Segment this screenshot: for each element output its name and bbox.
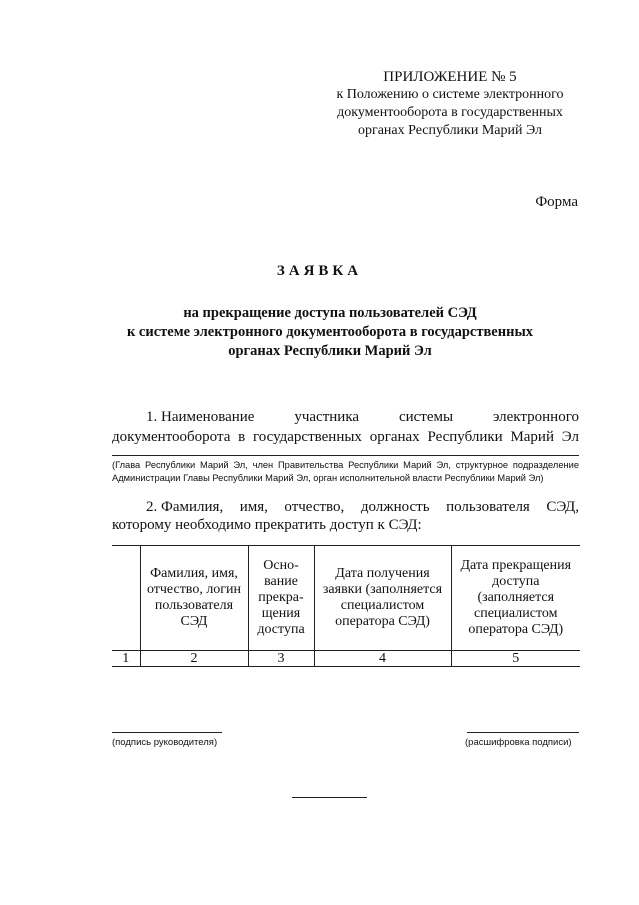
item-1-line: [112, 427, 579, 447]
word: Эл: [561, 429, 579, 445]
appendix-line: органах Республики Марий Эл: [357, 123, 543, 138]
word: системы: [398, 409, 454, 425]
subtitle-line: на прекращение доступа пользователей СЭД: [183, 305, 477, 321]
item-2-users: [112, 498, 579, 534]
word: Республики: [427, 429, 503, 445]
word: государственных: [252, 429, 362, 445]
item-2-line: [112, 498, 579, 516]
item-2-line: которому необходимо прекратить доступ к СЭД:: [112, 517, 422, 533]
document-title: ЗАЯВКА: [276, 263, 363, 279]
table-header-cell: Фамилия, имя, отчество, логин пользователя СЭД: [140, 546, 248, 651]
word: 2. Фамилия,: [146, 499, 224, 515]
word: пользователя: [446, 499, 530, 515]
column-number: 1: [112, 651, 140, 667]
word: участника: [294, 409, 360, 425]
appendix-header: [300, 68, 600, 140]
column-number: 4: [314, 651, 451, 667]
users-table: [112, 545, 580, 667]
table-number-row: [112, 651, 580, 667]
organization-note: (Глава Республики Марий Эл, член Правительства Республики Марий Эл, структурное подразделение Администрации Главы Республики Марий Эл, орган исполнительной власти Республики Марий Эл): [112, 460, 579, 483]
signature-label: (подпись руководителя): [112, 737, 218, 748]
table-header-cell: Осно-вание прекра-щения доступа: [248, 546, 314, 651]
word: имя,: [239, 499, 268, 515]
word: 1. Наименование: [146, 409, 255, 425]
appendix-line: документооборота в государственных: [337, 105, 563, 120]
organization-fill-line[interactable]: [112, 455, 579, 456]
subtitle-line: к системе электронного документооборота в государственных: [126, 324, 534, 340]
table-header-row: [112, 546, 580, 651]
end-divider: [292, 797, 367, 798]
word: должность: [360, 499, 430, 515]
appendix-line: к Положению о системе электронного: [336, 87, 564, 102]
table-header-cell: Дата получения заявки (заполняется специалистом оператора СЭД): [314, 546, 451, 651]
signature-line[interactable]: [112, 732, 222, 733]
word: документооборота: [112, 429, 231, 445]
form-label: Форма: [535, 194, 578, 210]
table-header-cell: [112, 546, 140, 651]
column-number: 2: [140, 651, 248, 667]
appendix-number: ПРИЛОЖЕНИЕ № 5: [383, 69, 517, 85]
item-1-organization: [112, 407, 579, 447]
word: электронного: [493, 409, 579, 425]
word: органах: [369, 429, 420, 445]
document-subtitle: [80, 304, 580, 361]
signature-decoding-label: (расшифровка подписи): [465, 737, 572, 748]
table-header-cell: Дата прекращения доступа (заполняется специалистом оператора СЭД): [451, 546, 580, 651]
word: СЭД,: [546, 499, 579, 515]
column-number: 3: [248, 651, 314, 667]
word: в: [238, 429, 246, 445]
signature-decoding-line[interactable]: [467, 732, 579, 733]
column-number: 5: [451, 651, 580, 667]
subtitle-line: органах Республики Марий Эл: [228, 343, 432, 359]
word: Марий: [510, 429, 554, 445]
word: отчество,: [284, 499, 345, 515]
item-1-line: [112, 407, 579, 427]
